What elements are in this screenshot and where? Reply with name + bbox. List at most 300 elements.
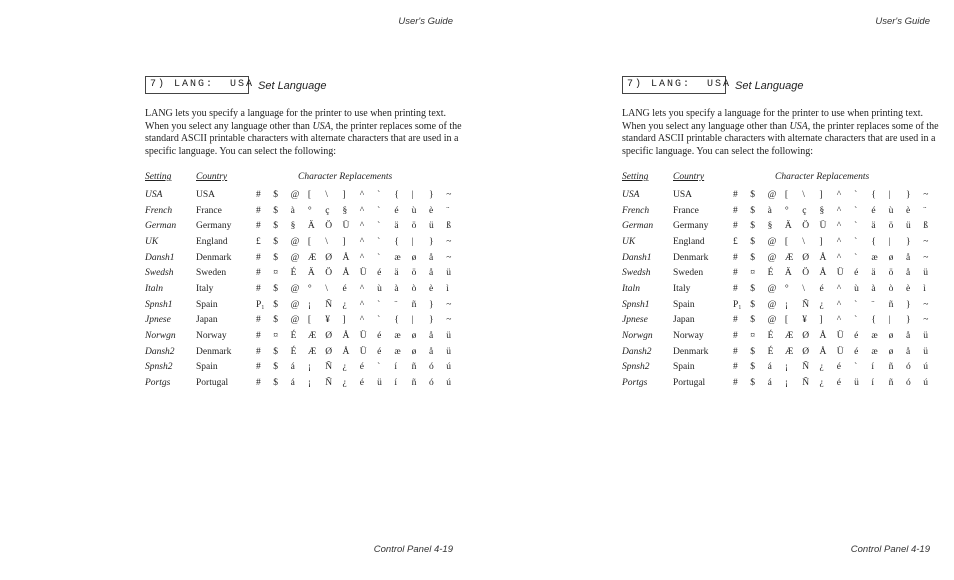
setting-cell: Spnsh1 bbox=[622, 299, 650, 310]
replacement-char: ^ bbox=[836, 221, 842, 232]
header-replacements-label: Character Replacements bbox=[775, 172, 870, 182]
replacement-char: é bbox=[836, 362, 841, 373]
replacement-char: ° bbox=[784, 283, 789, 294]
replacement-char: # bbox=[256, 189, 261, 200]
table-row bbox=[622, 265, 941, 281]
replacement-char: ^ bbox=[836, 283, 842, 294]
header-replacements bbox=[256, 170, 464, 187]
replacement-char: ] bbox=[342, 236, 346, 247]
replacement-char: $ bbox=[750, 236, 756, 247]
country-cell: Italy bbox=[673, 283, 691, 294]
setting-cell: USA bbox=[622, 189, 640, 200]
replacement-char: ö bbox=[411, 268, 417, 279]
replacement-char: ü bbox=[446, 331, 452, 342]
replacement-char: [ bbox=[307, 189, 312, 200]
replacement-char: é bbox=[377, 331, 382, 342]
replacement-char: # bbox=[733, 378, 738, 389]
replacement-char: } bbox=[905, 189, 911, 200]
replacement-char: # bbox=[733, 268, 738, 279]
table-row bbox=[622, 313, 941, 329]
replacement-char: å bbox=[905, 252, 911, 263]
table-row bbox=[622, 375, 941, 391]
table-row bbox=[622, 187, 941, 203]
replacement-char: Å bbox=[819, 346, 827, 357]
country-cell: Spain bbox=[196, 362, 218, 373]
replacement-char: ` bbox=[854, 315, 858, 326]
replacement-char: ¤ bbox=[750, 331, 756, 342]
paragraph-text-1: LANG lets you specify a language for the printer to use when printing text. When you select any language other than bbox=[622, 108, 924, 132]
replacement-char: É bbox=[767, 331, 774, 342]
replacement-char: ü bbox=[446, 268, 452, 279]
replacement-char: Ñ bbox=[325, 299, 333, 310]
replacement-char: ~ bbox=[446, 189, 452, 200]
setting-cell: German bbox=[145, 221, 177, 232]
replacement-char: ä bbox=[394, 221, 399, 232]
replacement-char: # bbox=[256, 283, 261, 294]
replacement-char: ú bbox=[923, 378, 929, 389]
replacement-char: ~ bbox=[923, 189, 929, 200]
replacement-char: ó bbox=[905, 362, 911, 373]
replacement-char: } bbox=[905, 315, 911, 326]
replacement-char: ñ bbox=[411, 362, 417, 373]
replacement-char: { bbox=[394, 189, 399, 200]
replacement-char: # bbox=[256, 378, 261, 389]
language-table bbox=[145, 170, 464, 391]
replacement-char: ø bbox=[888, 346, 894, 357]
setting-cell: Spnsh2 bbox=[622, 362, 650, 373]
country-cell: Spain bbox=[196, 299, 218, 310]
replacement-char: ü bbox=[905, 221, 911, 232]
replacement-char: ` bbox=[854, 189, 858, 200]
replacement-char: [ bbox=[307, 236, 312, 247]
replacement-char: Ñ bbox=[802, 299, 810, 310]
replacement-char: ¿ bbox=[342, 362, 347, 373]
replacement-char: é bbox=[854, 331, 859, 342]
replacement-char: @ bbox=[290, 283, 300, 294]
setting-cell: Jpnese bbox=[622, 315, 648, 326]
replacement-char: é bbox=[377, 268, 382, 279]
replacement-char: { bbox=[871, 236, 876, 247]
replacement-char: ü bbox=[923, 268, 929, 279]
replacement-char: Ö bbox=[325, 221, 333, 232]
setting-cell: Dansh2 bbox=[145, 346, 175, 357]
replacement-char: É bbox=[290, 268, 297, 279]
replacement-char: ^ bbox=[359, 252, 365, 263]
replacement-char: ß bbox=[446, 221, 452, 232]
replacement-char: ~ bbox=[446, 315, 452, 326]
paragraph-text-2: , the printer replaces some of the standard ASCII printable characters with alternate characters that are used in a specific language. You can select the following: bbox=[622, 120, 939, 157]
replacement-char: ñ bbox=[888, 299, 894, 310]
replacement-char: Ø bbox=[325, 252, 333, 263]
replacement-char: $ bbox=[273, 378, 279, 389]
replacement-char: $ bbox=[273, 221, 279, 232]
replacement-char: ¡ bbox=[307, 362, 312, 373]
replacement-char: ^ bbox=[359, 221, 365, 232]
replacement-char: @ bbox=[290, 315, 300, 326]
replacement-char: å bbox=[905, 331, 911, 342]
replacement-char: @ bbox=[767, 236, 777, 247]
replacement-char: ø bbox=[888, 252, 894, 263]
replacement-char: á bbox=[767, 362, 772, 373]
replacement-char: # bbox=[256, 205, 261, 216]
replacement-char: ¿ bbox=[342, 299, 347, 310]
description-paragraph bbox=[622, 108, 942, 158]
replacement-char: í bbox=[871, 362, 875, 373]
replacement-char: ¿ bbox=[819, 378, 824, 389]
setting-cell: Spnsh1 bbox=[145, 299, 173, 310]
replacement-char: ä bbox=[871, 221, 876, 232]
replacement-char: Æ bbox=[784, 346, 794, 357]
replacement-char: ¤ bbox=[273, 268, 279, 279]
replacement-char: Å bbox=[342, 346, 350, 357]
replacement-char: Ñ bbox=[325, 378, 333, 389]
replacement-char: ^ bbox=[359, 189, 365, 200]
replacement-char: É bbox=[290, 346, 297, 357]
replacement-char: Ü bbox=[819, 221, 827, 232]
replacement-char: Ü bbox=[359, 331, 367, 342]
replacement-char: ` bbox=[854, 299, 858, 310]
replacement-char: í bbox=[394, 378, 398, 389]
table-row bbox=[622, 250, 941, 266]
replacement-char: Æ bbox=[307, 346, 317, 357]
replacement-char: æ bbox=[394, 346, 401, 357]
replacement-char: $ bbox=[750, 283, 756, 294]
replacement-char: Ä bbox=[784, 221, 792, 232]
replacement-char: à bbox=[394, 283, 399, 294]
country-cell: USA bbox=[196, 189, 216, 200]
replacement-char: ü bbox=[428, 221, 434, 232]
paragraph-text-1: LANG lets you specify a language for the printer to use when printing text. When you select any language other than bbox=[145, 108, 447, 132]
replacement-char: $ bbox=[273, 283, 279, 294]
replacement-char: # bbox=[256, 315, 261, 326]
replacement-char: @ bbox=[290, 299, 300, 310]
running-footer: Control Panel 4-19 bbox=[373, 544, 453, 555]
replacement-char: Ø bbox=[802, 252, 810, 263]
replacement-char: ú bbox=[446, 378, 452, 389]
country-cell: Norway bbox=[196, 331, 227, 342]
replacement-char: ö bbox=[888, 268, 894, 279]
running-header: User's Guide bbox=[875, 16, 930, 27]
replacement-char: Ü bbox=[836, 268, 844, 279]
replacement-char: é bbox=[359, 378, 364, 389]
country-cell: Sweden bbox=[196, 268, 227, 279]
setting-cell: Norwgn bbox=[622, 331, 653, 342]
replacement-char: ñ bbox=[888, 378, 894, 389]
replacement-char: è bbox=[428, 205, 434, 216]
replacement-char: ` bbox=[854, 362, 858, 373]
table-row bbox=[145, 313, 464, 329]
replacement-char: $ bbox=[273, 189, 279, 200]
replacement-char: $ bbox=[750, 315, 756, 326]
country-cell: Spain bbox=[673, 362, 695, 373]
replacement-char: \ bbox=[802, 236, 805, 247]
replacement-char: $ bbox=[750, 362, 756, 373]
replacement-char: $ bbox=[750, 299, 756, 310]
replacement-char: ~ bbox=[446, 252, 452, 263]
replacement-char: ` bbox=[854, 221, 858, 232]
replacement-char: | bbox=[888, 189, 891, 200]
replacement-char: í bbox=[871, 378, 875, 389]
replacement-char: $ bbox=[750, 378, 756, 389]
table-row bbox=[622, 203, 941, 219]
table-row bbox=[145, 265, 464, 281]
replacement-char: Ü bbox=[836, 331, 844, 342]
replacement-char: ^ bbox=[836, 252, 842, 263]
setting-cell: Dansh2 bbox=[622, 346, 652, 357]
country-cell: France bbox=[673, 205, 699, 216]
replacement-char: Ø bbox=[325, 346, 333, 357]
replacement-char: ò bbox=[888, 283, 894, 294]
replacement-char: é bbox=[359, 362, 364, 373]
replacement-char: á bbox=[290, 378, 295, 389]
table-row bbox=[145, 328, 464, 344]
replacement-char: ] bbox=[342, 315, 346, 326]
replacement-char: æ bbox=[394, 252, 401, 263]
replacement-char: ] bbox=[819, 189, 823, 200]
replacement-char: ç bbox=[802, 205, 807, 216]
replacement-char: # bbox=[256, 362, 261, 373]
table-body bbox=[622, 187, 941, 391]
replacement-char: Ä bbox=[307, 221, 315, 232]
replacement-char: ~ bbox=[923, 236, 929, 247]
country-cell: Denmark bbox=[673, 346, 709, 357]
replacement-char: Å bbox=[342, 252, 350, 263]
replacement-char: ] bbox=[342, 189, 346, 200]
replacement-char: Ø bbox=[802, 346, 810, 357]
replacement-char: ó bbox=[428, 362, 434, 373]
setting-cell: Norwgn bbox=[145, 331, 176, 342]
replacement-char: å bbox=[905, 346, 911, 357]
replacement-char: ° bbox=[307, 283, 312, 294]
table-row bbox=[145, 297, 464, 313]
setting-cell: French bbox=[145, 205, 173, 216]
replacement-char: ó bbox=[905, 378, 911, 389]
replacement-char: ¿ bbox=[819, 362, 824, 373]
replacement-char: è bbox=[905, 205, 911, 216]
country-cell: Portugal bbox=[196, 378, 229, 389]
replacement-char: ó bbox=[428, 378, 434, 389]
replacement-char: ¿ bbox=[342, 378, 347, 389]
table-row bbox=[145, 203, 464, 219]
replacement-char: } bbox=[428, 299, 434, 310]
replacement-char: ° bbox=[307, 205, 312, 216]
replacement-char: ] bbox=[819, 236, 823, 247]
replacement-char: @ bbox=[767, 283, 777, 294]
replacement-char: ò bbox=[411, 283, 417, 294]
replacement-char: é bbox=[394, 205, 399, 216]
replacement-char: Å bbox=[342, 268, 350, 279]
country-cell: Italy bbox=[196, 283, 214, 294]
replacement-char: @ bbox=[767, 299, 777, 310]
replacement-char: Ö bbox=[802, 268, 810, 279]
replacement-char: @ bbox=[767, 315, 777, 326]
replacement-char: ¥ bbox=[802, 315, 807, 326]
replacement-char: } bbox=[428, 189, 434, 200]
replacement-char: å bbox=[428, 346, 434, 357]
replacement-char: ñ bbox=[411, 378, 417, 389]
replacement-char: Ø bbox=[802, 331, 810, 342]
replacement-char: ñ bbox=[411, 299, 417, 310]
replacement-char: ` bbox=[377, 252, 381, 263]
table-row bbox=[622, 344, 941, 360]
replacement-char: ^ bbox=[836, 205, 842, 216]
country-cell: Germany bbox=[673, 221, 709, 232]
replacement-char: é bbox=[819, 283, 824, 294]
replacement-char: § bbox=[767, 221, 773, 232]
replacement-char: ø bbox=[411, 252, 417, 263]
replacement-char: Ü bbox=[342, 221, 350, 232]
replacement-char: å bbox=[428, 268, 434, 279]
setting-cell: French bbox=[622, 205, 650, 216]
setting-cell: German bbox=[622, 221, 654, 232]
replacement-char: [ bbox=[784, 236, 789, 247]
replacement-char: æ bbox=[871, 252, 878, 263]
replacement-char: | bbox=[411, 236, 414, 247]
replacement-char: ¥ bbox=[325, 315, 330, 326]
replacement-char: ¡ bbox=[784, 378, 789, 389]
table-row bbox=[145, 281, 464, 297]
header-setting: Setting bbox=[145, 172, 172, 182]
replacement-char: # bbox=[733, 205, 738, 216]
replacement-char: £ bbox=[256, 236, 261, 247]
replacement-char: ^ bbox=[836, 315, 842, 326]
replacement-char: ~ bbox=[923, 315, 929, 326]
paragraph-text-2: , the printer replaces some of the standard ASCII printable characters with alternate characters that are used in a specific language. You can select the following: bbox=[145, 120, 462, 157]
replacement-char: { bbox=[871, 315, 876, 326]
replacement-char: ^ bbox=[836, 299, 842, 310]
setting-cell: UK bbox=[622, 236, 636, 247]
replacement-char: Ö bbox=[325, 268, 333, 279]
replacement-char: ^ bbox=[359, 299, 365, 310]
page-right bbox=[477, 0, 954, 580]
replacement-char: $ bbox=[273, 236, 279, 247]
paragraph-emphasis: USA bbox=[312, 120, 331, 132]
replacement-char: # bbox=[733, 331, 738, 342]
replacement-char: è bbox=[905, 283, 911, 294]
country-cell: Spain bbox=[673, 299, 695, 310]
replacement-char: ø bbox=[411, 346, 417, 357]
header-setting: Setting bbox=[622, 172, 649, 182]
replacement-char: é bbox=[377, 346, 382, 357]
replacement-char: Ä bbox=[784, 268, 792, 279]
replacement-char: ç bbox=[325, 205, 330, 216]
replacement-char: \ bbox=[802, 283, 805, 294]
table-row bbox=[622, 297, 941, 313]
setting-cell: Swedsh bbox=[145, 268, 174, 279]
country-cell: Portugal bbox=[673, 378, 706, 389]
replacement-char: ú bbox=[923, 362, 929, 373]
replacement-char: [ bbox=[784, 315, 789, 326]
replacement-char: # bbox=[256, 331, 261, 342]
replacement-char: ~ bbox=[923, 299, 929, 310]
replacement-char: # bbox=[733, 315, 738, 326]
replacement-char: Ü bbox=[836, 346, 844, 357]
replacement-char: é bbox=[854, 346, 859, 357]
replacement-char: Ö bbox=[802, 221, 810, 232]
replacement-char: £ bbox=[733, 236, 738, 247]
replacement-char: ` bbox=[377, 362, 381, 373]
replacement-char: á bbox=[290, 362, 295, 373]
replacement-char: É bbox=[767, 346, 774, 357]
replacement-char: ° bbox=[784, 205, 789, 216]
replacement-char: ^ bbox=[836, 189, 842, 200]
table-row bbox=[145, 187, 464, 203]
replacement-char: @ bbox=[290, 236, 300, 247]
replacement-char: Æ bbox=[784, 252, 794, 263]
replacement-char: å bbox=[905, 268, 911, 279]
replacement-char: å bbox=[428, 331, 434, 342]
replacement-char: ü bbox=[377, 378, 382, 389]
replacement-char: ù bbox=[888, 205, 894, 216]
replacement-char: æ bbox=[871, 346, 878, 357]
replacement-char: ` bbox=[377, 315, 381, 326]
header-replacements bbox=[733, 170, 941, 187]
replacement-char: ^ bbox=[359, 315, 365, 326]
replacement-char: # bbox=[256, 221, 261, 232]
replacement-char: Ä bbox=[307, 268, 315, 279]
replacement-char: $ bbox=[750, 221, 756, 232]
replacement-char: # bbox=[256, 252, 261, 263]
replacement-char: ù bbox=[854, 283, 859, 294]
replacement-char: Æ bbox=[307, 252, 317, 263]
replacement-char: ^ bbox=[359, 236, 365, 247]
replacement-char: | bbox=[411, 315, 414, 326]
replacement-char: Å bbox=[819, 268, 827, 279]
table-row bbox=[145, 234, 464, 250]
replacement-char: $ bbox=[273, 315, 279, 326]
replacement-char: ö bbox=[411, 221, 417, 232]
paragraph-emphasis: USA bbox=[789, 120, 808, 132]
country-cell: Denmark bbox=[673, 252, 709, 263]
replacement-char: \ bbox=[325, 189, 328, 200]
header-country: Country bbox=[673, 172, 705, 182]
replacement-char: P₁ bbox=[733, 299, 742, 310]
replacement-char: # bbox=[256, 268, 261, 279]
replacement-char: ¡ bbox=[784, 299, 789, 310]
replacement-char: \ bbox=[325, 283, 328, 294]
replacement-char: ö bbox=[888, 221, 894, 232]
replacement-char: ~ bbox=[446, 236, 452, 247]
replacement-char: [ bbox=[784, 189, 789, 200]
replacement-char: Å bbox=[819, 252, 827, 263]
replacement-char: ù bbox=[411, 205, 417, 216]
replacement-char: Ø bbox=[325, 331, 333, 342]
table-row bbox=[145, 250, 464, 266]
replacement-char: # bbox=[733, 283, 738, 294]
replacement-char: } bbox=[428, 236, 434, 247]
replacement-char: @ bbox=[290, 189, 300, 200]
replacement-char: $ bbox=[750, 346, 756, 357]
replacement-char: Ü bbox=[359, 268, 367, 279]
replacement-char: ] bbox=[819, 315, 823, 326]
replacement-char: ß bbox=[923, 221, 929, 232]
lcd-display: 7) LANG: USA bbox=[145, 76, 249, 94]
replacement-char: § bbox=[342, 205, 348, 216]
replacement-char: ¡ bbox=[784, 362, 789, 373]
replacement-char: á bbox=[767, 378, 772, 389]
replacement-char: ø bbox=[411, 331, 417, 342]
setting-cell: Dansh1 bbox=[622, 252, 652, 263]
replacement-char: É bbox=[767, 268, 774, 279]
replacement-char: ` bbox=[377, 205, 381, 216]
table-row bbox=[622, 234, 941, 250]
replacement-char: { bbox=[871, 189, 876, 200]
replacement-char: ¨ bbox=[923, 205, 927, 216]
country-cell: France bbox=[196, 205, 222, 216]
replacement-char: ^ bbox=[359, 205, 365, 216]
replacement-char: æ bbox=[394, 331, 401, 342]
replacement-char: ¡ bbox=[307, 299, 312, 310]
